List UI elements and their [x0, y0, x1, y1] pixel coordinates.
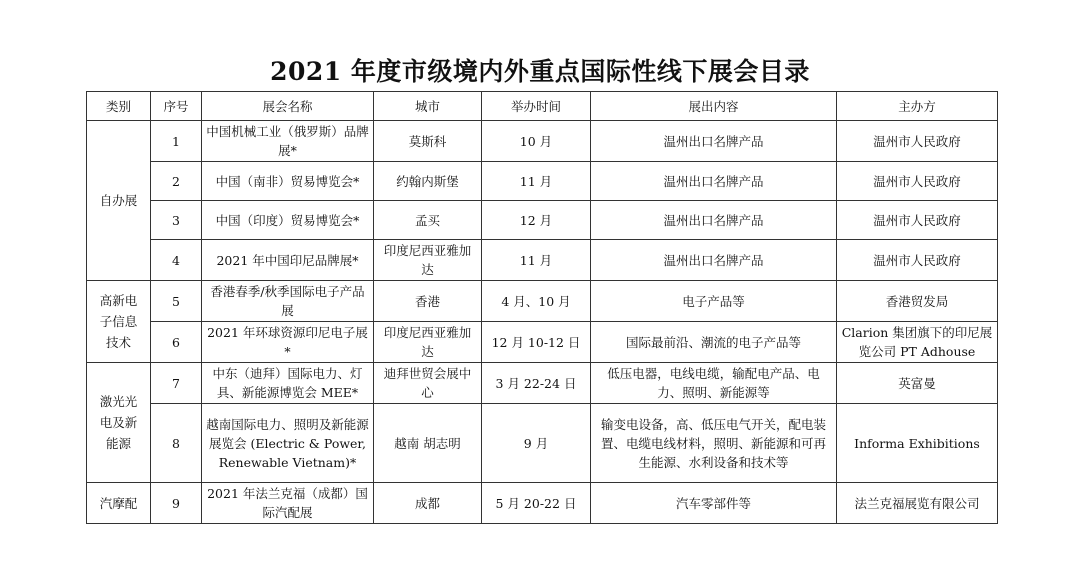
row-name: 中国（南非）贸易博览会*: [202, 162, 374, 201]
row-city: 迪拜世贸会展中心: [374, 363, 482, 404]
row-organizer: Informa Exhibitions: [837, 404, 998, 483]
row-content: 温州出口名牌产品: [591, 121, 837, 162]
row-content: 汽车零部件等: [591, 483, 837, 524]
header-no: 序号: [151, 92, 202, 121]
table-row: [87, 240, 998, 281]
category-cell: 高新电子信息技术: [87, 281, 151, 363]
row-name: 香港春季/秋季国际电子产品展: [202, 281, 374, 322]
category-cell: 激光光电及新能源: [87, 363, 151, 483]
row-organizer: 法兰克福展览有限公司: [837, 483, 998, 524]
row-time: 12 月 10-12 日: [482, 322, 591, 363]
row-organizer: 英富曼: [837, 363, 998, 404]
row-no: 6: [151, 322, 202, 363]
row-time: 9 月: [482, 404, 591, 483]
header-category: 类别: [87, 92, 151, 121]
row-city: 孟买: [374, 201, 482, 240]
row-city: 成都: [374, 483, 482, 524]
header-name: 展会名称: [202, 92, 374, 121]
row-no: 8: [151, 404, 202, 483]
row-no: 9: [151, 483, 202, 524]
row-name: 中国机械工业（俄罗斯）品牌展*: [202, 121, 374, 162]
row-organizer: 温州市人民政府: [837, 201, 998, 240]
category-cell: 汽摩配: [87, 483, 151, 524]
row-name: 2021 年法兰克福（成都）国际汽配展: [202, 483, 374, 524]
row-city: 香港: [374, 281, 482, 322]
row-city: 印度尼西亚雅加达: [374, 240, 482, 281]
row-time: 5 月 20-22 日: [482, 483, 591, 524]
row-no: 2: [151, 162, 202, 201]
row-name: 中国（印度）贸易博览会*: [202, 201, 374, 240]
row-time: 3 月 22-24 日: [482, 363, 591, 404]
row-content: 温州出口名牌产品: [591, 162, 837, 201]
header-city: 城市: [374, 92, 482, 121]
row-organizer: 温州市人民政府: [837, 121, 998, 162]
table-row: [87, 322, 998, 363]
row-city: 莫斯科: [374, 121, 482, 162]
table-row: [87, 121, 998, 162]
header-time: 举办时间: [482, 92, 591, 121]
row-organizer: 香港贸发局: [837, 281, 998, 322]
row-no: 5: [151, 281, 202, 322]
row-time: 4 月、10 月: [482, 281, 591, 322]
row-organizer: Clarion 集团旗下的印尼展览公司 PT Adhouse: [837, 322, 998, 363]
exhibition-table: [86, 91, 998, 524]
header-organizer: 主办方: [837, 92, 998, 121]
row-name: 中东（迪拜）国际电力、灯具、新能源博览会 MEE*: [202, 363, 374, 404]
header-content: 展出内容: [591, 92, 837, 121]
row-no: 3: [151, 201, 202, 240]
table-row: [87, 162, 998, 201]
row-city: 越南 胡志明: [374, 404, 482, 483]
row-name: 2021 年中国印尼品牌展*: [202, 240, 374, 281]
page-title: 2021 年度市级境内外重点国际性线下展会目录: [270, 57, 810, 86]
table-row: [87, 201, 998, 240]
table-row: [87, 281, 998, 322]
row-time: 11 月: [482, 162, 591, 201]
row-time: 12 月: [482, 201, 591, 240]
row-content: 输变电设备，高、低压电气开关，配电装置、电缆电线材料，照明、新能源和可再生能源、水利设备和技术等: [591, 404, 837, 483]
row-no: 4: [151, 240, 202, 281]
row-content: 温州出口名牌产品: [591, 201, 837, 240]
row-content: 国际最前沿、潮流的电子产品等: [591, 322, 837, 363]
category-cell: 自办展: [87, 121, 151, 281]
row-name: 越南国际电力、照明及新能源展览会 (Electric & Power, Renewable Vietnam)*: [202, 404, 374, 483]
table-row: [87, 363, 998, 404]
row-organizer: 温州市人民政府: [837, 162, 998, 201]
table-row: [87, 404, 998, 483]
row-no: 1: [151, 121, 202, 162]
row-city: 约翰内斯堡: [374, 162, 482, 201]
row-organizer: 温州市人民政府: [837, 240, 998, 281]
row-content: 电子产品等: [591, 281, 837, 322]
row-city: 印度尼西亚雅加达: [374, 322, 482, 363]
row-time: 10 月: [482, 121, 591, 162]
table-row: [87, 483, 998, 524]
row-content: 温州出口名牌产品: [591, 240, 837, 281]
row-name: 2021 年环球资源印尼电子展*: [202, 322, 374, 363]
row-content: 低压电器，电线电缆，输配电产品、电力、照明、新能源等: [591, 363, 837, 404]
table-header-row: [87, 92, 998, 121]
row-time: 11 月: [482, 240, 591, 281]
row-no: 7: [151, 363, 202, 404]
